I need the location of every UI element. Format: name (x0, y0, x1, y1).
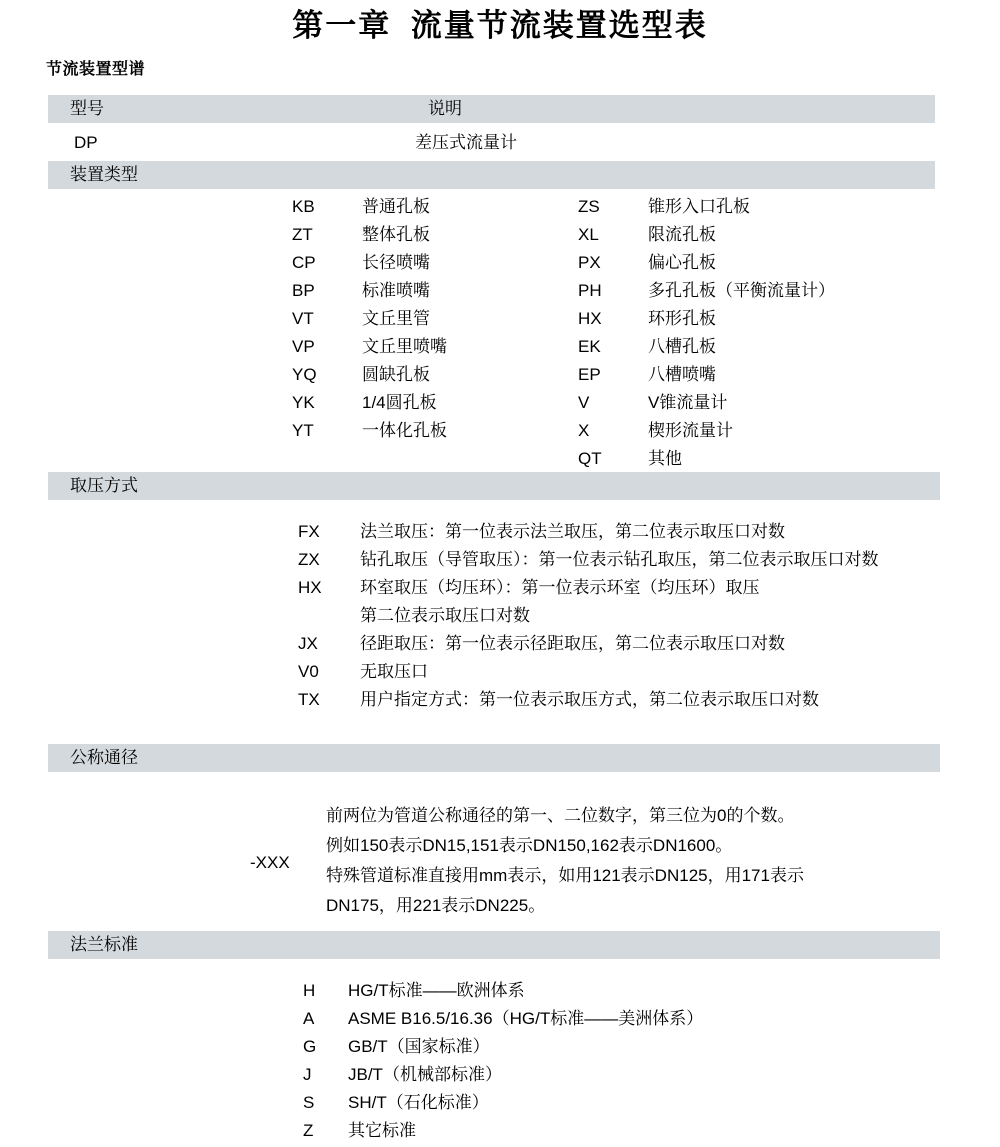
pressure-tapping-desc: 用户指定方式：第一位表示取压方式，第二位表示取压口对数 (360, 690, 819, 709)
flange-standard-code: H (303, 981, 316, 1000)
pressure-tapping-desc: 环室取压（均压环）：第一位表示环室（均压环）取压 (360, 578, 760, 597)
device-type-code: YK (292, 393, 315, 412)
flange-standard-code: J (303, 1065, 312, 1084)
column-header-description: 说明 (428, 99, 462, 118)
nominal-diameter-code: -XXX (250, 853, 290, 872)
device-type-code: YT (292, 421, 314, 440)
pressure-tapping-code: V0 (298, 662, 319, 681)
table-header-row (48, 95, 935, 123)
pressure-tapping-desc: 径距取压：第一位表示径距取压，第二位表示取压口对数 (360, 634, 785, 653)
device-type-code: BP (292, 281, 315, 300)
device-type-code: X (578, 421, 590, 440)
device-type-code: YQ (292, 365, 317, 384)
device-type-desc: 1/4圆孔板 (362, 393, 437, 412)
flange-standard-code: A (303, 1009, 315, 1028)
document-subtitle: 节流装置型谱 (46, 61, 146, 78)
flange-standard-code: S (303, 1093, 315, 1112)
pressure-tapping-desc: 无取压口 (360, 662, 428, 681)
device-type-desc: 整体孔板 (362, 225, 430, 244)
pressure-tapping-code: FX (298, 522, 320, 541)
device-type-desc: 环形孔板 (648, 309, 716, 328)
flange-standard-desc: 其它标准 (348, 1121, 416, 1140)
section-header-device-type (48, 161, 935, 189)
column-header-model: 型号 (70, 99, 104, 118)
device-type-code: V (578, 393, 590, 412)
section-header-device-type-label: 装置类型 (70, 165, 138, 184)
device-type-desc: 普通孔板 (362, 197, 430, 216)
device-type-code: PX (578, 253, 601, 272)
section-header-flange-standard-label: 法兰标准 (70, 935, 138, 954)
device-type-desc: 锥形入口孔板 (648, 197, 750, 216)
table-row-model (48, 129, 935, 157)
device-type-desc: 一体化孔板 (362, 421, 447, 440)
section-header-nominal-diameter (48, 744, 940, 772)
pressure-tapping-desc: 第二位表示取压口对数 (360, 606, 530, 625)
device-type-desc: 多孔孔板（平衡流量计） (648, 281, 835, 300)
section-header-pressure-tapping (48, 472, 940, 500)
flange-standard-code: Z (303, 1121, 314, 1140)
flange-standard-desc: SH/T（石化标准） (348, 1093, 489, 1112)
device-type-desc: 八槽孔板 (648, 337, 716, 356)
flange-standard-code: G (303, 1037, 317, 1056)
pressure-tapping-desc: 法兰取压：第一位表示法兰取压，第二位表示取压口对数 (360, 522, 785, 541)
device-type-desc: 限流孔板 (648, 225, 716, 244)
section-header-nominal-diameter-label: 公称通径 (70, 748, 138, 767)
nominal-diameter-text (326, 801, 804, 921)
text-line: 前两位为管道公称通径的第一、二位数字，第三位为0的个数。 (326, 806, 795, 825)
device-type-code: EK (578, 337, 601, 356)
device-type-code: KB (292, 197, 315, 216)
device-type-desc: 其他 (648, 449, 682, 468)
device-type-desc: V锥流量计 (648, 393, 728, 412)
page-title: 第一章 流量节流装置选型表 (292, 8, 708, 43)
text-line: 例如150表示DN15,151表示DN150,162表示DN1600。 (326, 836, 733, 855)
text-line: DN175，用221表示DN225。 (326, 896, 546, 915)
device-type-desc: 标准喷嘴 (362, 281, 430, 300)
model-description: 差压式流量计 (415, 133, 517, 152)
device-type-desc: 文丘里管 (362, 309, 430, 328)
device-type-code: QT (578, 449, 602, 468)
flange-standard-desc: GB/T（国家标准） (348, 1037, 490, 1056)
device-type-desc: 长径喷嘴 (362, 253, 430, 272)
device-type-desc: 八槽喷嘴 (648, 365, 716, 384)
device-type-desc: 文丘里喷嘴 (362, 337, 447, 356)
pressure-tapping-code: JX (298, 634, 318, 653)
device-type-desc: 圆缺孔板 (362, 365, 430, 384)
device-type-code: CP (292, 253, 316, 272)
flange-standard-desc: ASME B16.5/16.36（HG/T标准——美洲体系） (348, 1009, 704, 1028)
device-type-code: PH (578, 281, 602, 300)
device-type-code: VP (292, 337, 315, 356)
device-type-code: EP (578, 365, 601, 384)
device-type-code: ZS (578, 197, 600, 216)
device-type-desc: 偏心孔板 (648, 253, 716, 272)
section-header-flange-standard (48, 931, 940, 959)
device-type-code: VT (292, 309, 314, 328)
device-type-code: XL (578, 225, 599, 244)
device-type-code: ZT (292, 225, 313, 244)
pressure-tapping-code: HX (298, 578, 322, 597)
flange-standard-desc: JB/T（机械部标准） (348, 1065, 502, 1084)
flange-standard-desc: HG/T标准——欧洲体系 (348, 981, 525, 1000)
device-type-desc: 楔形流量计 (648, 421, 733, 440)
model-code: DP (74, 133, 98, 152)
pressure-tapping-desc: 钻孔取压（导管取压）：第一位表示钻孔取压，第二位表示取压口对数 (360, 550, 879, 569)
pressure-tapping-code: ZX (298, 550, 320, 569)
text-line: 特殊管道标准直接用mm表示，如用121表示DN125，用171表示 (326, 866, 804, 885)
device-type-code: HX (578, 309, 602, 328)
pressure-tapping-code: TX (298, 690, 320, 709)
section-header-pressure-tapping-label: 取压方式 (70, 476, 138, 495)
